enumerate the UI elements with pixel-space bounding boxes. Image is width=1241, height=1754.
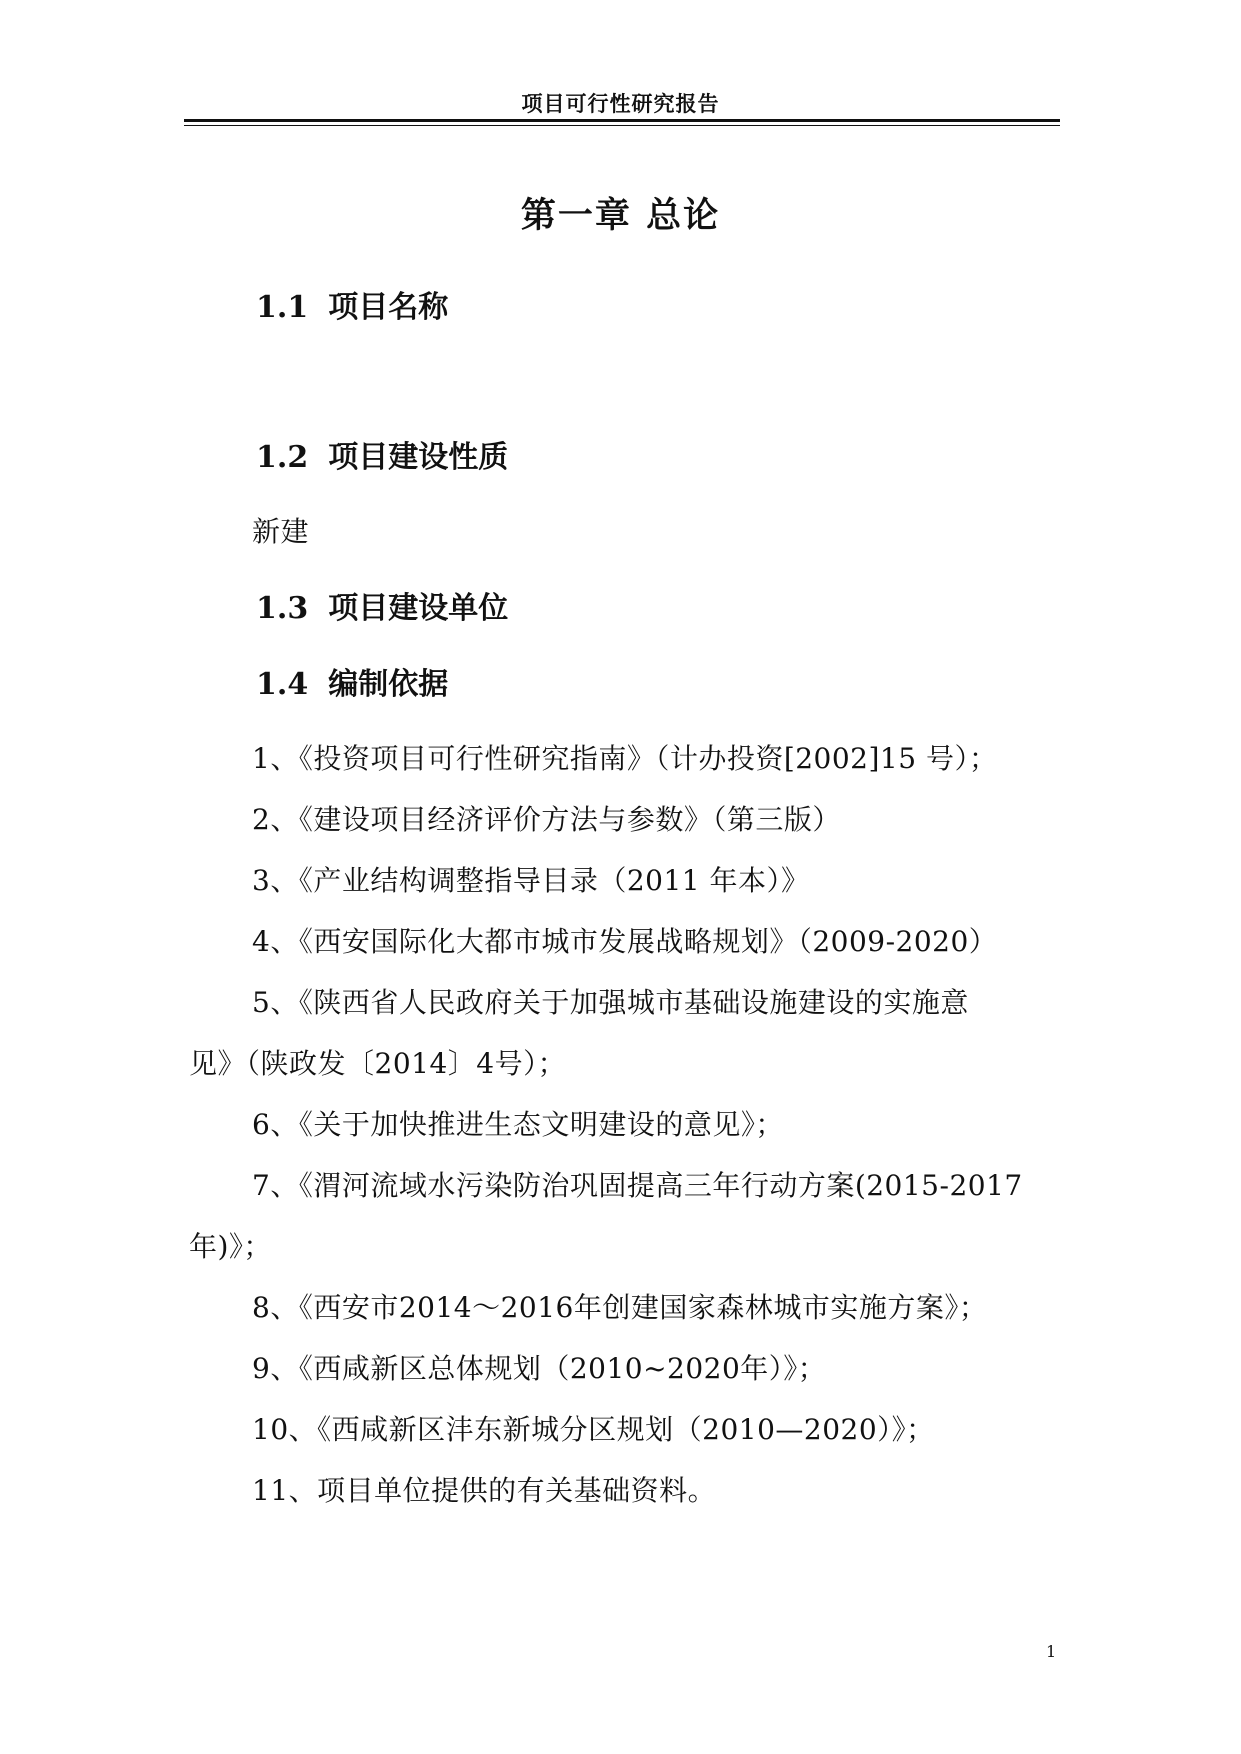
chapter-title: 第一章 总论 <box>520 195 721 236</box>
basis-line: 6、《关于加快推进生态文明建设的意见》； <box>252 1108 784 1141</box>
basis-line: 9、《西咸新区总体规划（2010~2020年）》； <box>252 1352 827 1385</box>
basis-line: 7、《渭河流域水污染防治巩固提高三年行动方案(2015-2017 <box>252 1169 1023 1202</box>
basis-line: 1、《投资项目可行性研究指南》（计办投资[2002]15 号）； <box>252 742 998 775</box>
basis-line: 5、《陕西省人民政府关于加强城市基础设施建设的实施意 <box>252 986 969 1019</box>
section-number: 1.2 <box>256 440 309 475</box>
header-rule <box>184 119 1060 126</box>
section-title: 项目建设性质 <box>328 440 509 475</box>
basis-line: 11、项目单位提供的有关基础资料。 <box>252 1474 717 1507</box>
basis-line: 见》（陕政发〔2014〕4号）； <box>189 1047 567 1080</box>
section-body-text: 新建 <box>252 515 310 548</box>
section-title: 项目名称 <box>328 290 449 325</box>
section-number: 1.1 <box>256 290 309 325</box>
section-number: 1.3 <box>256 591 309 626</box>
section-title: 项目建设单位 <box>328 591 509 626</box>
basis-line: 10、《西咸新区沣东新城分区规划（2010—2020）》； <box>252 1413 935 1446</box>
running-header: 项目可行性研究报告 <box>521 91 720 116</box>
section-title: 编制依据 <box>328 667 449 702</box>
basis-line: 年)》； <box>189 1230 272 1263</box>
basis-line: 4、《西安国际化大都市城市发展战略规划》（2009-2020） <box>252 925 998 958</box>
basis-line: 3、《产业结构调整指导目录（2011 年本）》 <box>252 864 810 897</box>
section-heading-1-2 <box>256 432 508 476</box>
section-heading-1-4 <box>256 659 448 703</box>
basis-line: 2、《建设项目经济评价方法与参数》（第三版） <box>252 803 841 836</box>
section-heading-1-3 <box>256 583 508 627</box>
section-heading-1-1 <box>256 282 448 326</box>
page-number: 1 <box>1046 1642 1057 1661</box>
basis-line: 8、《西安市2014～2016年创建国家森林城市实施方案》； <box>252 1291 988 1324</box>
section-number: 1.4 <box>256 667 309 702</box>
